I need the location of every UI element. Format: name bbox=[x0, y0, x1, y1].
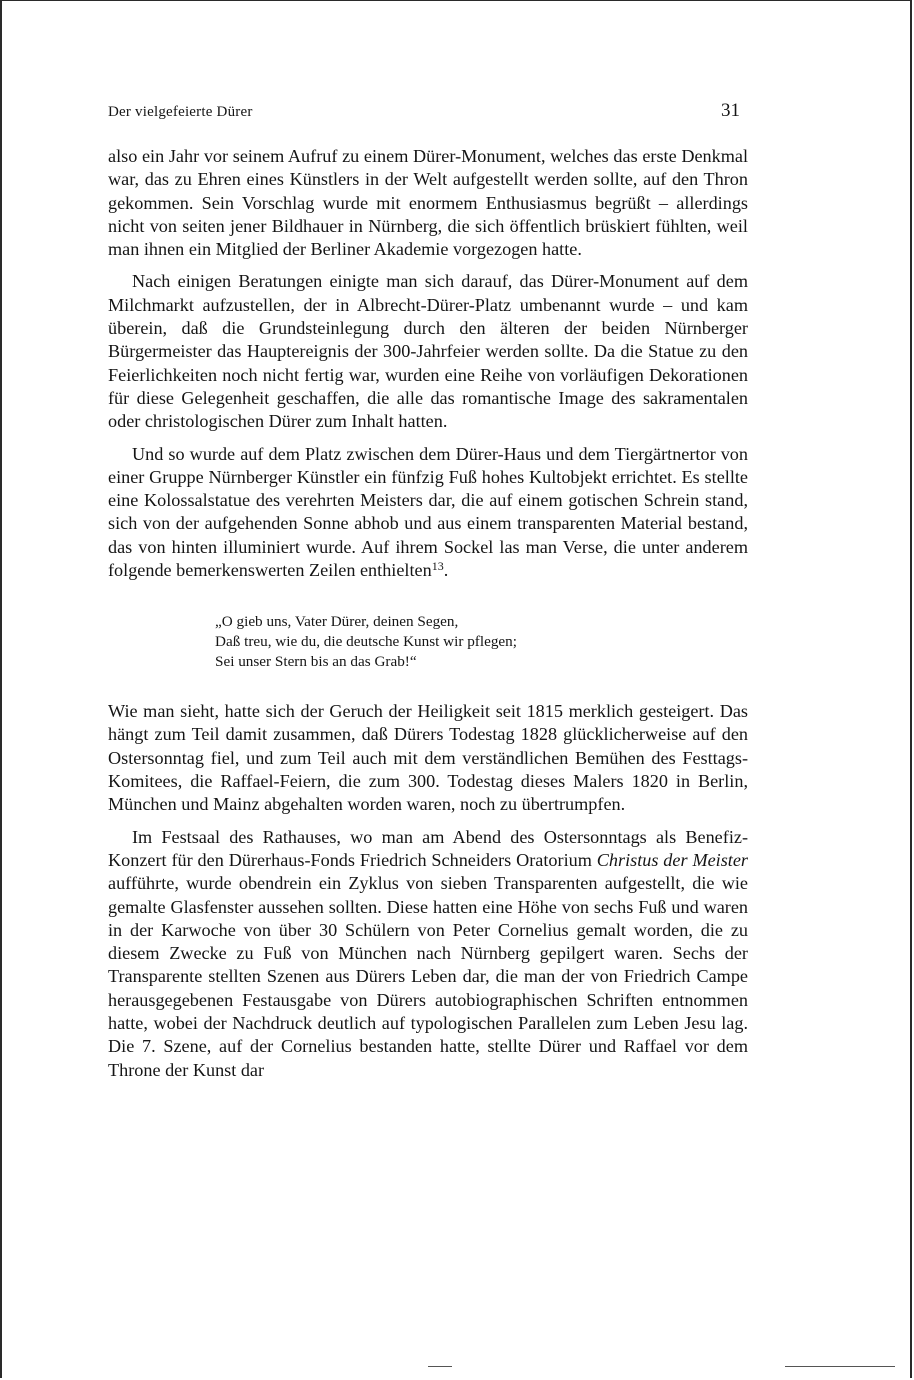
verse-line: Daß treu, wie du, die deutsche Kunst wir pflegen; bbox=[215, 632, 517, 650]
verse-line: Sei unser Stern bis an das Grab!“ bbox=[215, 652, 417, 670]
paragraph-3 bbox=[108, 443, 748, 583]
paragraph-3-text: Und so wurde auf dem Platz zwischen dem Dürer-Haus und dem Tiergärtnertor von einer Gruppe Nürnberger Künstler ein fünfzig Fuß hohes Kultobjekt errichtet. Es stellte eine Kolossalstatue des verehrten Meisters dar, die auf einem gotischen Schrein stand, sich von der aufgehenden Sonne abhob und aus einem transparenten Material bestand, das von hinten illuminiert wurde. Auf ihrem Sockel las man Verse, die unter anderem folgende bemerkenswerten Zeilen enthielten bbox=[108, 443, 748, 581]
running-header bbox=[108, 100, 742, 124]
verse-quote bbox=[215, 612, 748, 671]
scan-mark bbox=[785, 1366, 895, 1367]
running-title: Der vielgefeierte Dürer bbox=[108, 104, 253, 120]
paragraph-5-text-a: Im Festsaal des Rathauses, wo man am Abend des Ostersonntags als Benefiz-Konzert für den Dürerhaus-Fonds Friedrich Schneiders Oratorium bbox=[108, 826, 748, 870]
scan-mark bbox=[428, 1366, 452, 1367]
paragraph-4: Wie man sieht, hatte sich der Geruch der Heiligkeit seit 1815 merklich gesteigert. Das hängt zum Teil damit zusammen, daß Dürers Todestag 1828 glücklicherweise auf den Ostersonntag fiel, und zum Teil auch mit dem verständlichen Bemühen des Festtags-Komitees, die Raffael-Feiern, die zum 300. Todestag dieses Malers 1820 in Berlin, München und Mainz abgehalten worden waren, noch zu übertrumpfen. bbox=[108, 701, 748, 815]
paragraph-3-end: . bbox=[443, 560, 449, 581]
oratorium-title: Christus der Meister bbox=[596, 849, 748, 870]
paragraph-1: also ein Jahr vor seinem Aufruf zu einem Dürer-Monument, welches das erste Denkmal war, das zu Ehren eines Künstlers in der Welt aufgestellt werden sollte, auf den Thron gekommen. Sein Vorschlag wurde mit enormem Enthusiasmus begrüßt – allerdings nicht von seiten jener Bildhauer in Nürnberg, die sich öffentlich brüskiert fühlten, weil man ihnen ein Mitglied der Berliner Akademie vorgezogen hatte. bbox=[108, 146, 748, 260]
paragraph-5-text-b: aufführte, wurde obendrein ein Zyklus von sieben Transparenten aufgestellt, die wie gemalte Glasfenster aussehen sollten. Diese hatten eine Höhe von sechs Fuß und waren in der Karwoche von über 30 Schülern von Peter Cornelius gemalt worden, die zu diesem Zwecke zu Fuß von München nach Nürnberg gepilgert waren. Sechs der Transparente stellten Szenen aus Dürers Leben dar, die man der von Friedrich Campe herausgegebenen Festausgabe von Dürers autobiographischen Schriften entnommen hatte, wobei der Nachdruck deutlich auf typologischen Parallelen zum Leben Jesu lag. Die 7. Szene, auf der Cornelius bestanden hatte, stellte Dürer und Raffael vor dem Throne der Kunst dar bbox=[108, 873, 748, 1080]
page-number: 31 bbox=[721, 100, 740, 121]
body-text bbox=[108, 145, 748, 1082]
paragraph-2: Nach einigen Beratungen einigte man sich darauf, das Dürer-Monument auf dem Milchmarkt aufzustellen, der in Albrecht-Dürer-Platz umbenannt wurde – und kam überein, daß die Grundsteinlegung durch den älteren der beiden Nürnberger Bürgermeister das Hauptereignis der 300-Jahrfeier werden sollte. Da die Statue zu den Feierlichkeiten noch nicht fertig war, wurden eine Reihe von vorläufigen Dekorationen für diese Gelegenheit geschaffen, die alle das romantische Image des sakramentalen oder christologischen Dürer zum Inhalt hatten. bbox=[108, 271, 748, 432]
footnote-marker: 13 bbox=[431, 559, 444, 574]
verse-line: „O gieb uns, Vater Dürer, deinen Segen, bbox=[215, 613, 459, 631]
paragraph-5 bbox=[108, 826, 748, 1082]
